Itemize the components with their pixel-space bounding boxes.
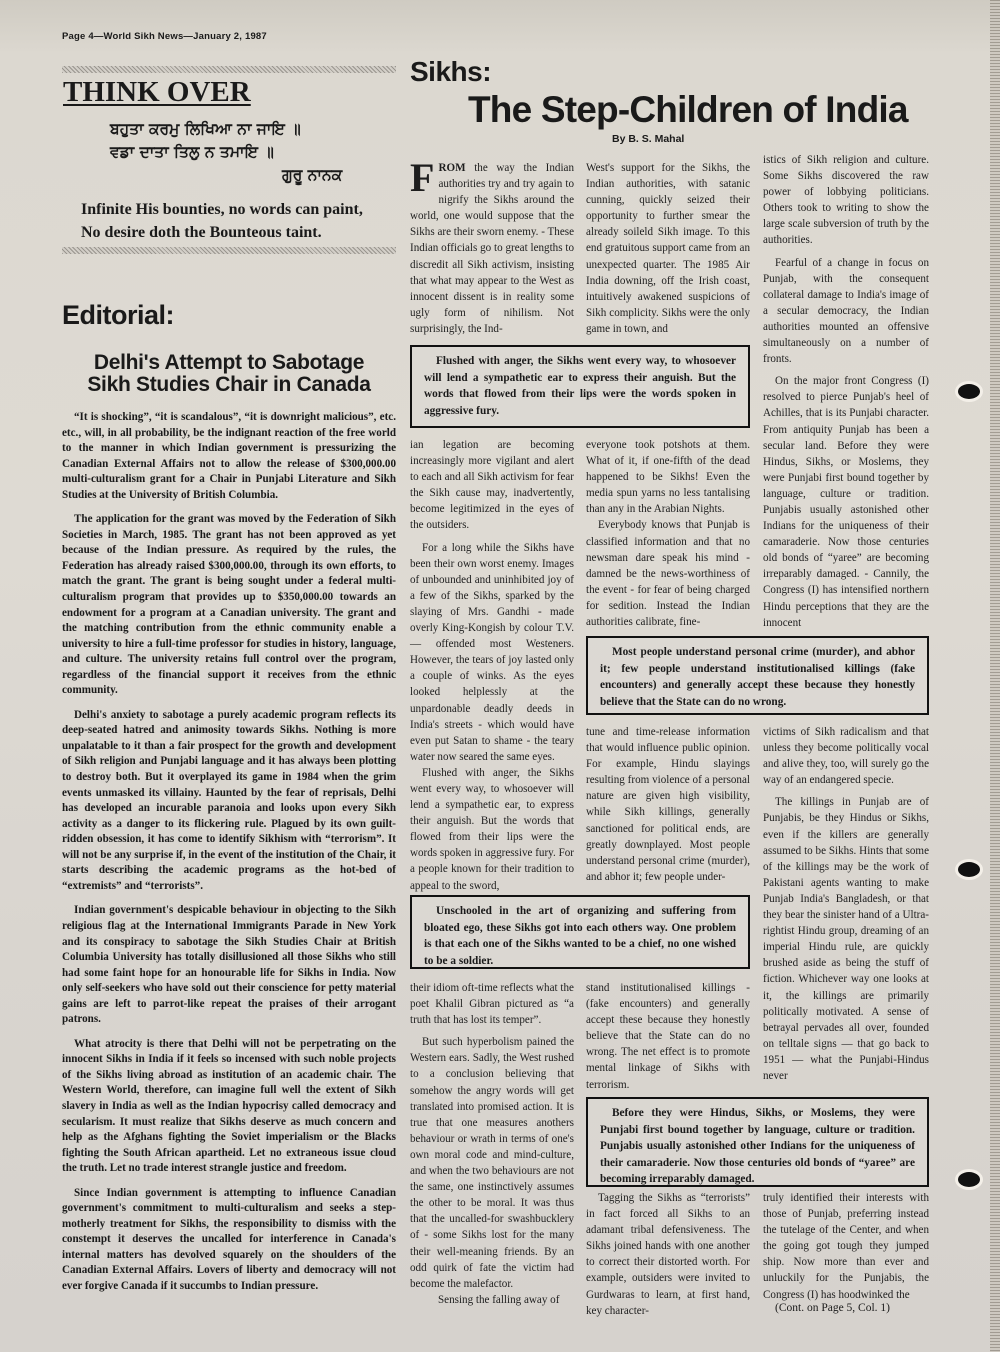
pull-quote bbox=[410, 895, 750, 969]
binder-hole bbox=[958, 862, 980, 877]
paragraph-text: the way the Indian authorities try and try again to nigrify the Sikhs around the world, one would suppose that the Sikhs are their sworn enemy. - These Indian officials go to great lengths to discredit all Sikh activism, insisting that what may appear to the West as innocent dissent is in reality some ugly form of nihilism. Not surprisingly, the Ind- bbox=[410, 162, 574, 335]
article-paragraph: victims of Sikh radicalism and that unless they become politically vocal and alive they, too, will surely go the way of an endangered specie. bbox=[763, 726, 929, 787]
page-edge bbox=[990, 0, 1000, 1352]
article-column bbox=[763, 1190, 929, 1303]
article-column bbox=[410, 980, 574, 1308]
article-paragraph: Fearful of a change in focus on Punjab, with the consequent collateral damage to India's image of a secular democracy, the Indian authorities mounted an offensive simultaneously on a number of fronts. bbox=[763, 256, 929, 366]
translation-line: Infinite His bounties, no words can paint, bbox=[81, 201, 363, 218]
binder-hole bbox=[958, 1172, 980, 1187]
editorial-paragraph: The application for the grant was moved by the Federation of Sikh Societies in March, 1985. The grant has not been approved as yet because of the Indian pressure. As required by the rules, the Federation has already raised $300,000.00, through its own efforts, to match the grant. The grant is being sought under a federal multi-culturalism program that provides up to $350,000.00 towards an endowment for a program at a Canadian university. The grant and the matching contribution from the ethnic community enable a university to hire a full-time professor for studies in history, language, and culture. The university retains full control over the program, regardless of the financial support it receives from the ethnic community. bbox=[62, 513, 396, 697]
article-paragraph: their idiom oft-time reflects what the poet Khalil Gibran pictured as “a truth that has lost its temper”. bbox=[410, 982, 574, 1027]
gurmukhi-line: ਬਹੁਤਾ ਕਰਮੁ ਲਿਖਿਆ ਨਾ ਜਾਇ ॥ bbox=[110, 120, 301, 138]
article-paragraph: Flushed with anger, the Sikhs went every way, to whosoever will lend a sympathetic ear, to express their anguish. But the words that flowed from their lips were the words spoken in aggressive fury. For a people known for their tradition to appeal to the sword, bbox=[410, 766, 574, 892]
article-column bbox=[410, 437, 574, 894]
think-over-translation bbox=[81, 198, 363, 244]
article-paragraph: Everybody knows that Punjab is classified information and that no newsman dare speak his mind -damned be the news-worthiness of the event - for fear of being charged for sedition. Instead the Indian authorities calibrate, fine- bbox=[586, 519, 750, 629]
editorial-paragraph: Since Indian government is attempting to influence Canadian government's commitment to multi-culturalism and seeks a step-motherly treatment for Sikhs, the responsibility to dismiss with the constempt it deserves the uncalled for interference in Canada's internal matters has devolved squarely on the shoulders of the Canadian External Affairs. Lovers of liberty and democracy will not ever forgive Canada if it succumbs to Indian pressure. bbox=[62, 1186, 396, 1292]
headline-line: Delhi's Attempt to Sabotage bbox=[93, 351, 365, 374]
article-paragraph: But such hyperbolism pained the Western ears. Sadly, the West rushed to a conclusion believing that somehow the angry words will get translated into promised action. It is true that one measures anothers behaviour or wrath in terms of one's own moral code and mind-culture, and when the two behaviours are not the same, one instinctively assumes the other to be moral. It was thus that the uncalled-for swashbucklery of - some Sikhs lost for the many their well-meaning friends. By an odd quirk of fate the victim had become the malefactor. bbox=[410, 1036, 574, 1290]
editorial-paragraph: Delhi's anxiety to sabotage a purely academic program reflects its deep-seated hatred and animosity towards Sikhs. Nothing is more unpalatable to it than a fair prospect for the growth and development of Sikh religion and Punjabi language and it has always been plotting to destroy both. But it overplayed its game in 1984 when the grim events unmasked its villainy. Haunted by the fear of reprisals, Delhi has developed an incurable paranoia and looks upon every Sikh activity as a danger to its flickering rule. Plagued by its own guilt-ridden obsession, it has come to identify Sikhism with “terrorism”. It will not be any surprise if, in the event of the institution of the Chair, it starts describing the academic programs as the hot-bed of “extremists” and “terrorists”. bbox=[62, 708, 396, 892]
article-column bbox=[586, 437, 750, 630]
article-column bbox=[763, 152, 929, 631]
article-kicker: Sikhs: bbox=[410, 56, 492, 87]
article-paragraph: tune and time-release information that would influence public opinion. For example, Hindu slayings resulting from violence of a personal nature are given high visibility, while Sikh killings, generally sanctioned for political ends, are greatly downplayed. Most people understand personal crime (murder), and abhor it; few people under- bbox=[586, 726, 750, 883]
pull-quote bbox=[586, 636, 929, 715]
article-paragraph: ian legation are becoming increasingly more vigilant and alert to each and all Sikh activism for fear the Sikh cause may, inadvertently, become legitimized in the eyes of the outsiders. bbox=[410, 439, 574, 532]
running-head: Page 4—World Sikh News—January 2, 1987 bbox=[62, 31, 267, 42]
article-paragraph: truly identified their interests with those of Punjab, preferring instead the tutelage of the Center, and when the going got tough they jumped ship. Now more than ever and unluckily for the Punjabis, the Congress (I) has hoodwinked the bbox=[763, 1192, 929, 1301]
article-column bbox=[586, 980, 750, 1093]
pull-quote bbox=[586, 1097, 929, 1187]
article-paragraph: For a long while the Sikhs have been their own worst enemy. Images of unbounded and uninhibited joy of a few of the Sikhs, sparked by the slaying of Mrs. Gandhi - made overly King-Kongish by colour T.V. — offended most Westeners. However, the tears of joy lasted only a couple of winks. As the eyes looked helplessly at the unpardonable deadly deeds in India's streets - which would have even put Satan to shame - the teary water now seared the same eyes. bbox=[410, 541, 574, 763]
article-byline: By B. S. Mahal bbox=[612, 133, 685, 145]
gurmukhi-attribution: ਗੁਰੂ ਨਾਨਕ bbox=[282, 166, 343, 184]
pull-quote-text: Unschooled in the art of organizing and suffering from bloated ego, these Sikhs got into each others way. One problem is that each one of the Sikhs wanted to be a chief, no one wished to be a soldier. bbox=[424, 905, 736, 967]
translation-line: No desire doth the Bounteous taint. bbox=[81, 224, 322, 241]
binder-hole bbox=[958, 384, 980, 399]
editorial-paragraph: “It is shocking”, “it is scandalous”, “it is downright malicious”, etc. etc., will, in all probability, be the indignant reaction of the free world to the manner in which Indian government is pressurizing the Canadian External Affairs not to allow the release of $300,000.00 multi-culturalism grant for a Chair in Punjabi Literature and Sikh Studies at the University of British Columbia. bbox=[62, 411, 396, 501]
hatch-rule bbox=[62, 247, 396, 254]
article-paragraph: istics of Sikh religion and culture. Some Sikhs discovered the raw power of lobbying politicians. Others took to writing to show the large scale subversion of truth by the authorities. bbox=[763, 154, 929, 247]
article-paragraph: The killings in Punjab are of Punjabis, be they Hindus or Sikhs, even if the killers are generally assumed to be Sikhs. Hints that some of the killings may be the work of Pakistani agents wanting to make Punjab India's Bangladesh, or that they bear the sinister hand of a Ultra-rightist Hindu group, dreaming of an imperial Hindu rule, are quickly brushed aside as being the stuff of fiction. Whichever way one looks at it, the killings are primarily politically motivated. A sense of betrayal pervades all over, founded on telltale signs — that go back to 1951 — what the Punjabi-Hindus never bbox=[763, 796, 929, 1082]
headline-line: Sikh Studies Chair in Canada bbox=[87, 373, 371, 396]
article-paragraph: West's support for the Sikhs, the Indian authorities, with satanic cunning, quickly seized their opportunity to further smear the already soileld Sikh image. To this end gratuitous support came from an unexpected quarter. The 1985 Air India downing, off the Irish coast, intuitively awakened suspicions of Sikh complicity. Sikhs were the only game in town, and bbox=[586, 162, 750, 335]
pull-quote-text: Flushed with anger, the Sikhs went every way, to whosoever will lend a sympathetic ear to express their anguish. But the words that flowed from their lips were the words spoken in aggressive fury. bbox=[424, 355, 736, 417]
lead-paragraph bbox=[410, 155, 574, 337]
editorial-headline bbox=[62, 352, 396, 396]
article-paragraph: Tagging the Sikhs as “terrorists” in fact forced all Sikhs to an adamant tribal defensiveness. The Sikhs joined hands with one another to correct their distorted worth. For example, outsiders were invited to Gurdwaras to learn, at first hand, key character- bbox=[586, 1192, 750, 1317]
article-paragraph: stand institutionalised killings - (fake encounters) and generally accept these because they honestly believe that the State can do no wrong. The net effect is to promote mental linkage of Sikhs with terrorism. bbox=[586, 982, 750, 1091]
article-column bbox=[410, 155, 574, 337]
article-column bbox=[586, 724, 750, 885]
editorial-paragraph: What atrocity is there that Delhi will not be perpetrating on the innocent Sikhs in India if it feels so incensed with such noble projects of the Sikhs living abroad as institution of an academic chair. The Western World, therefore, can imagine full well the extent of Sikh slavery in India as well as the Indian hypocrisy called democracy and secularism. It must realize that Sikhs deserve as much concern and help as the Afghans fighting the Soviet imperialism or the Blacks fighting the South African apartheid. Let no extraneous issue cloud the truth. Let no trade interest strangle justice and freedom. bbox=[62, 1037, 396, 1175]
article-headline: The Step-Children of India bbox=[468, 89, 908, 130]
hatch-rule bbox=[62, 66, 396, 73]
pull-quote bbox=[410, 345, 750, 428]
article-paragraph: everyone took potshots at them. What of it, if one-fifth of the dead happened to be Sikhs! Even the media spun yarns no less tantalising than any in the Arabian Nights. bbox=[586, 439, 750, 516]
article-paragraph: On the major front Congress (I) resolved to pierce Punjab's heel of Achilles, that is its Punjabi character. From antiquity Punjab has been a secular land. Before they were Hindus, Sikhs, or Moslems, they were Punjabi first bound together by language, culture or tradition. Punjabis usually astonished other Indians for the uniqueness of their camaraderie. Now those centuries old bonds of “yaree” are becoming irreparably damaged. - Cannily, the Congress (I) has intensified northern Hindu perceptions that they are the innocent bbox=[763, 375, 929, 629]
gurmukhi-line: ਵਡਾ ਦਾਤਾ ਤਿਲੁ ਨ ਤਮਾਇ ॥ bbox=[110, 143, 274, 161]
drop-cap: F bbox=[410, 155, 435, 200]
continuation-note: (Cont. on Page 5, Col. 1) bbox=[775, 1302, 890, 1314]
pull-quote-text: Most people understand personal crime (murder), and abhor it; few people understand institutionalised killings (fake encounters) and generally accept these because they honestly believe that the State can do no wrong. bbox=[600, 646, 915, 708]
editorial-body bbox=[62, 410, 396, 1304]
article-column bbox=[586, 160, 750, 337]
think-over-title: THINK OVER bbox=[63, 76, 251, 108]
pull-quote-text: Before they were Hindus, Sikhs, or Moslems, they were Punjabi first bound together by language, culture or tradition. Punjabis usually astonished other Indians for the uniqueness of their camaraderie. Now those centuries old bonds of “yaree” are becoming irreparably damaged. bbox=[600, 1107, 915, 1185]
article-paragraph: Sensing the falling away of bbox=[438, 1293, 560, 1306]
editorial-label: Editorial: bbox=[62, 300, 175, 330]
article-column bbox=[586, 1190, 750, 1319]
article-column bbox=[763, 724, 929, 1084]
lead-caps: ROM bbox=[438, 162, 466, 174]
editorial-paragraph: Indian government's despicable behaviour in objecting to the Sikh religious flag at the International Immigrants Parade in New York and its conspiracy to sabotage the Sikh Studies Chair at British Columbia University has totally disillusioned all those Sikhs who still had some faint hope for an honourable life for Sikhs in India. Now only self-seekers who have sold out their conscience for petty material gains are left to parrot-like repeat the praises of their arrogant patrons. bbox=[62, 904, 396, 1026]
